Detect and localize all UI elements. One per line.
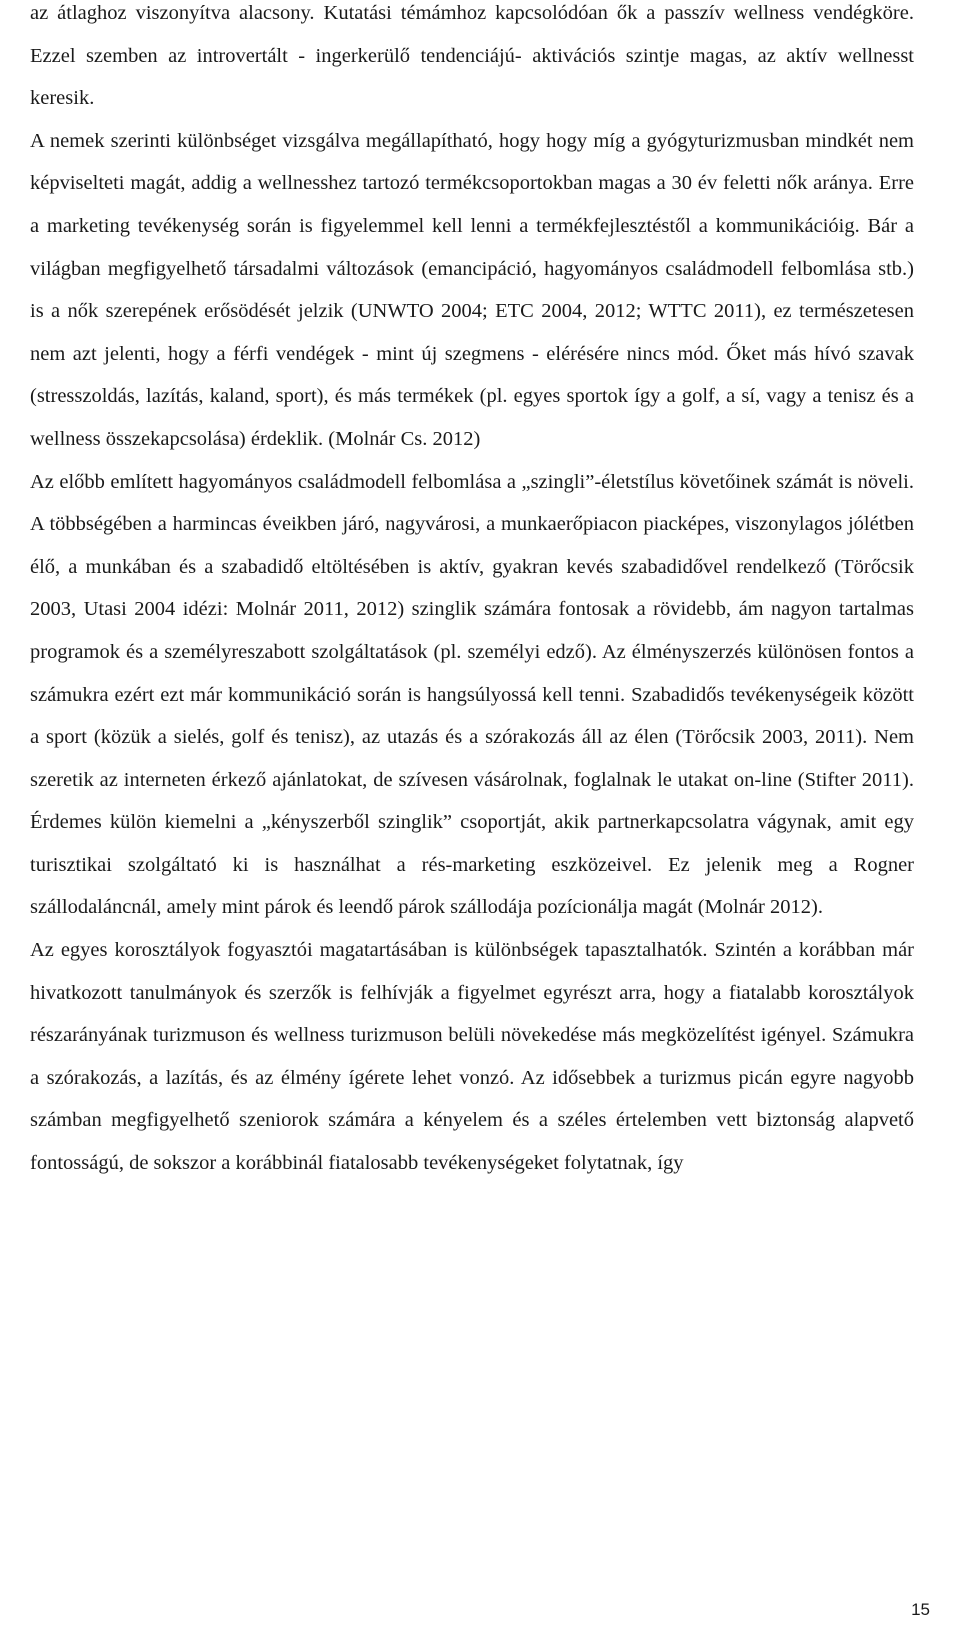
page-number: 15 <box>911 1600 930 1619</box>
paragraph-single-lifestyle: Az előbb említett hagyományos családmodell felbomlása a „szingli”-életstílus követőinek számát is növeli. A többségében a harmincas éveikben járó, nagyvárosi, a munkaerőpiacon piacképes, viszonylagos jólétben élő, a munkában és a szabadidő eltöltésében is aktív, gyakran kevés szabadidővel rendelkező (Törőcsik 2003, Utasi 2004 idézi: Molnár 2011, 2012) szinglik számára fontosak a rövidebb, ám nagyon tartalmas programok és a személyreszabott szolgáltatások (pl. személyi edző). Az élményszerzés különösen fontos a számukra ezért ezt már kommunikáció során is hangsúlyossá kell tenni. Szabadidős tevékenységeik között a sport (közük a sielés, golf és tenisz), az utazás és a szórakozás áll az élen (Törőcsik 2003, 2011). Nem szeretik az interneten érkező ajánlatokat, de szívesen vásárolnak, foglalnak le utakat on-line (Stifter 2011). Érdemes külön kiemelni a „kényszerből szinglik” csoportját, akik partnerkapcsolatra vágynak, amit egy turisztikai szolgáltató ki is használhat a rés-marketing eszközeivel. Ez jelenik meg a Rogner szállodaláncnál, amely mint párok és leendő párok szállodája pozícionálja magát (Molnár 2012). <box>30 470 914 919</box>
paragraph-intro-continuation: az átlaghoz viszonyítva alacsony. Kutatási témámhoz kapcsolódóan ők a passzív wellness vendégköre. Ezzel szemben az introvertált - ingerkerülő tendenciájú- aktivációs szintje magas, az aktív wellnesst keresik. <box>30 2 914 110</box>
body-text <box>30 0 914 1185</box>
paragraph-age-groups: Az egyes korosztályok fogyasztói magatartásában is különbségek tapasztalhatók. Szintén a korábban már hivatkozott tanulmányok és szerzők is felhívják a figyelmet egyrészt arra, hogy a fiatalabb korosztályok részarányának turizmuson és wellness turizmuson belüli növekedése más megközelítést igényel. Számukra a szórakozás, a lazítás, és az élmény ígérete lehet vonzó. Az idősebbek a turizmus picán egyre nagyobb számban megfigyelhető szeniorok számára a kényelem és a széles értelemben vett biztonság alapvető fontosságú, de sokszor a korábbinál fiatalosabb tevékenységeket folytatnak, így <box>30 939 914 1175</box>
paragraph-gender-differences: A nemek szerinti különbséget vizsgálva megállapítható, hogy hogy míg a gyógyturizmusban mindkét nem képviselteti magát, addig a wellnesshez tartozó termékcsoportokban magas a 30 év feletti nők aránya. Erre a marketing tevékenység során is figyelemmel kell lenni a termékfejlesztéstől a kommunikációig. Bár a világban megfigyelhető társadalmi változások (emancipáció, hagyományos családmodell felbomlása stb.) is a nők szerepének erősödését jelzik (UNWTO 2004; ETC 2004, 2012; WTTC 2011), ez természetesen nem azt jelenti, hogy a férfi vendégek - mint új szegmens - elérésére nincs mód. Őket más hívó szavak (stresszoldás, lazítás, kaland, sport), és más termékek (pl. egyes sportok így a golf, a sí, vagy a tenisz és a wellness összekapcsolása) érdeklik. (Molnár Cs. 2012) <box>30 129 914 450</box>
